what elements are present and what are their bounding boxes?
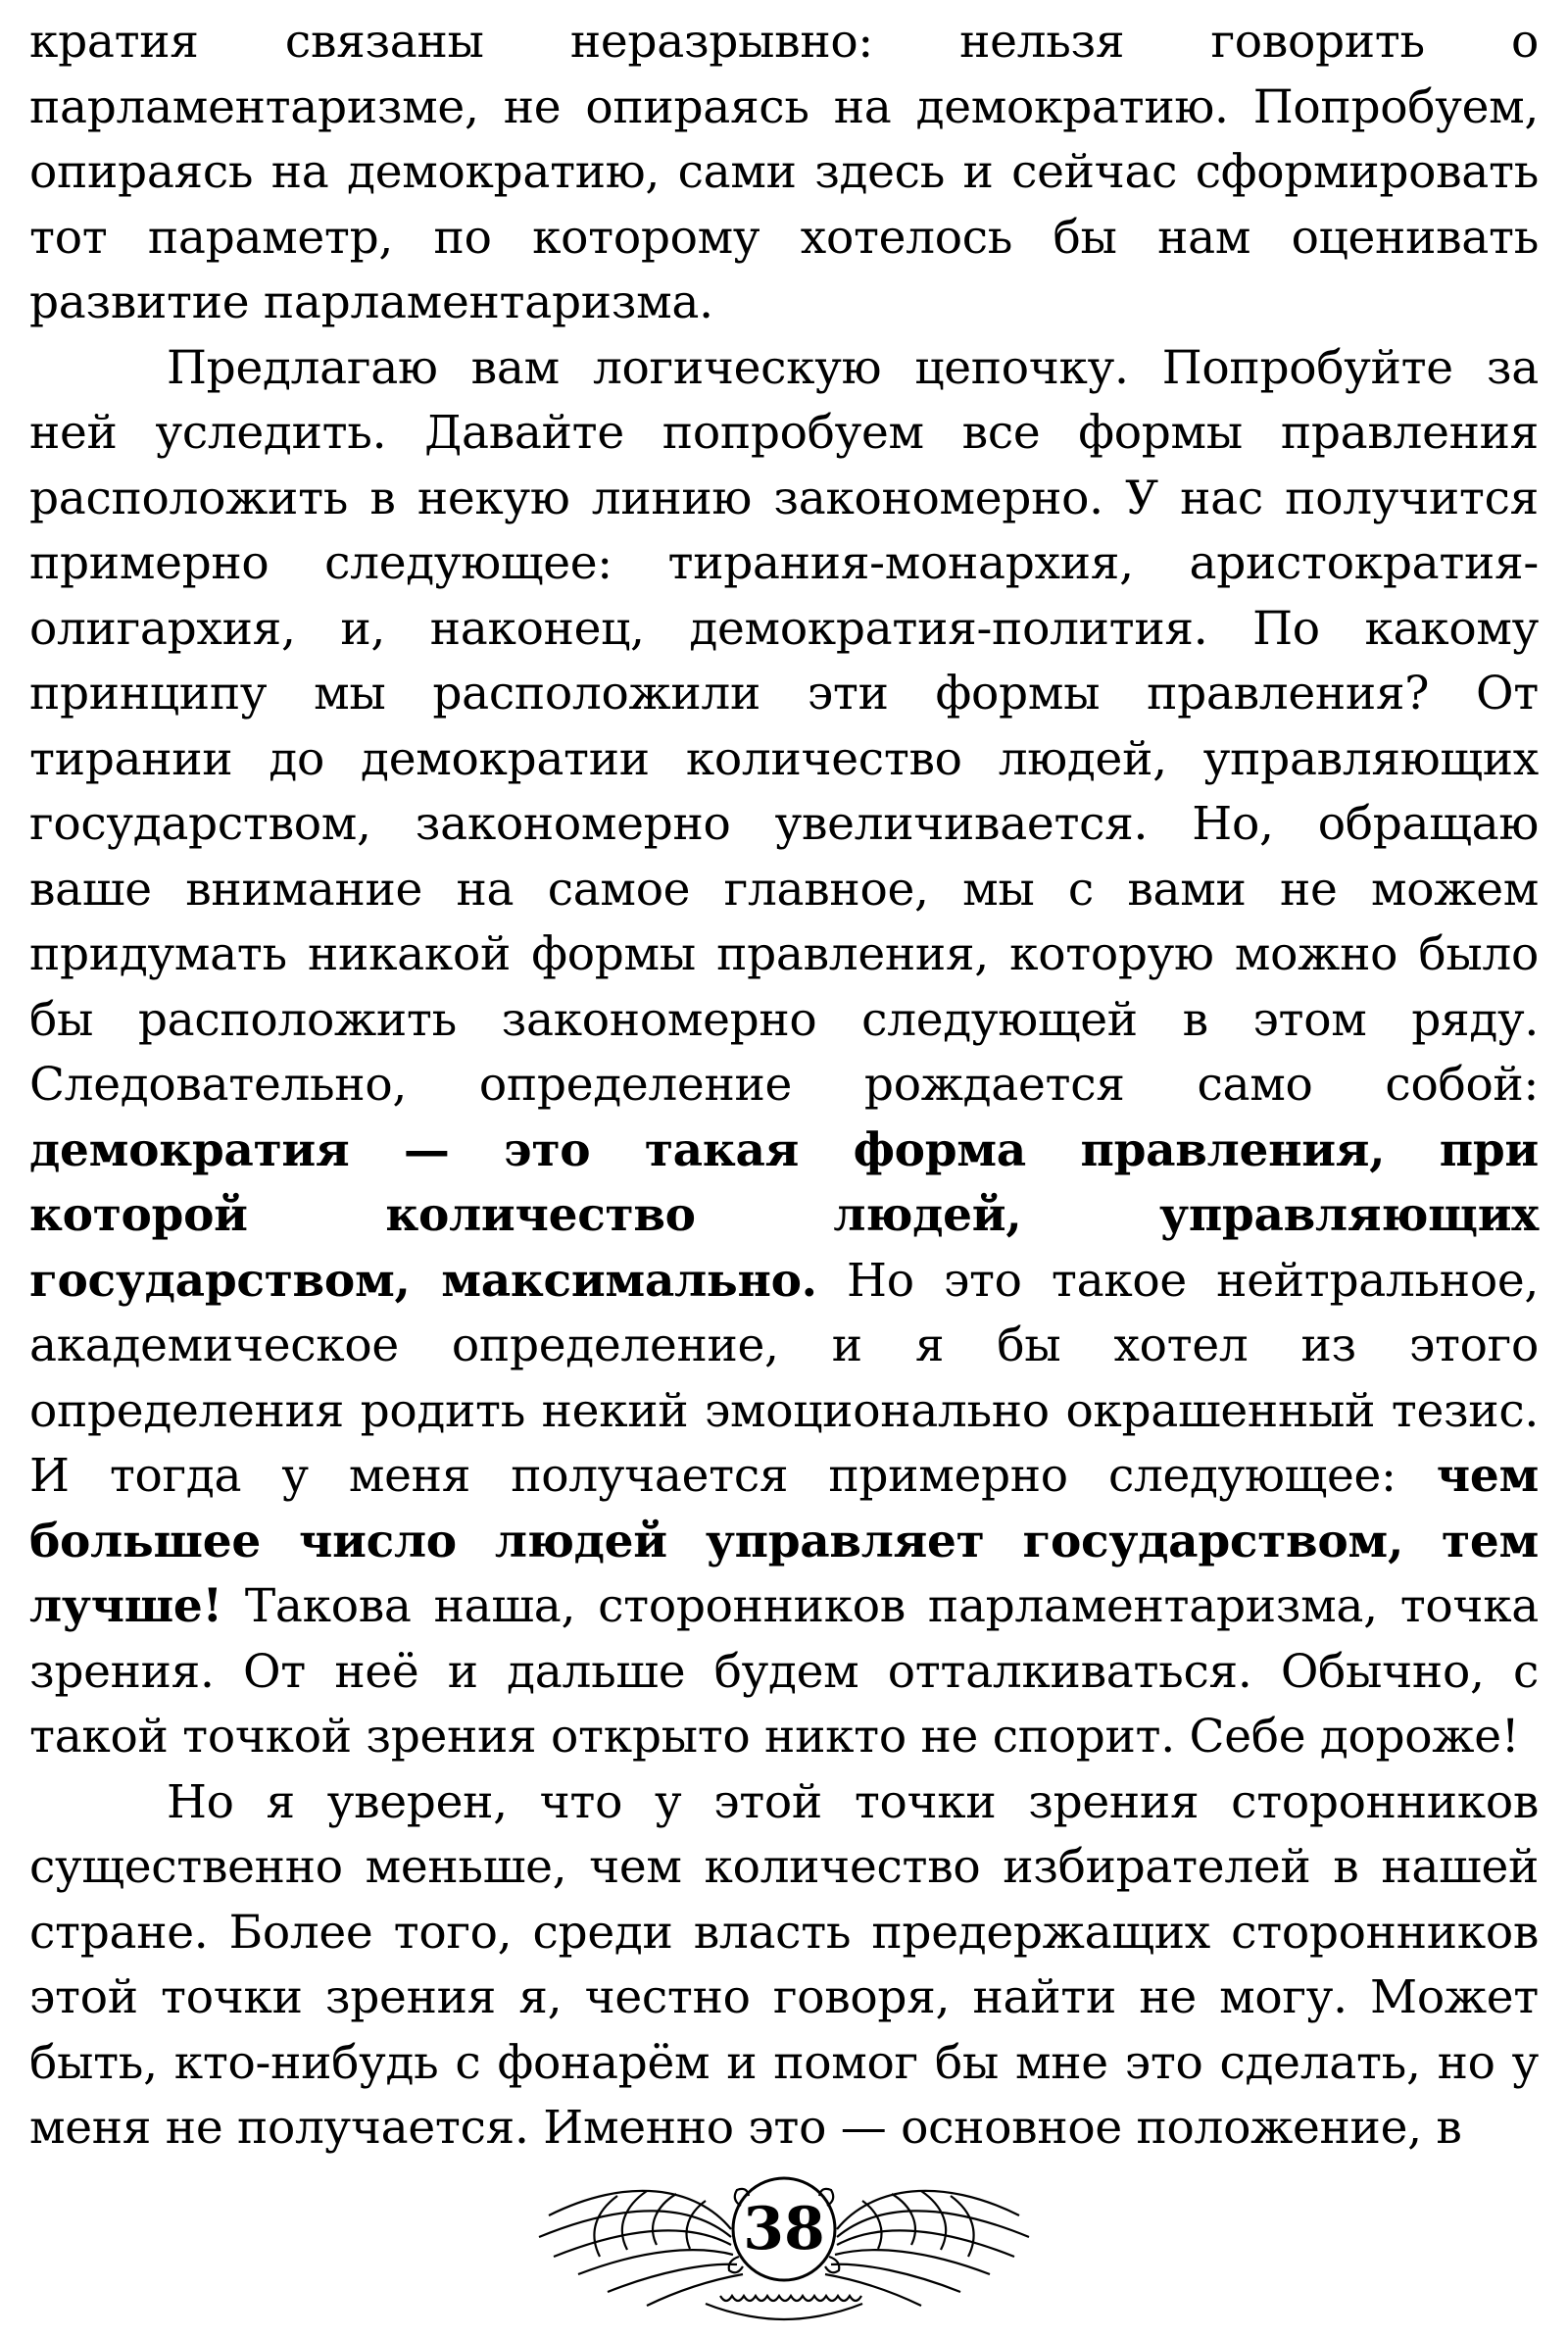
paragraph-3 bbox=[29, 1770, 1539, 2162]
paragraph-1 bbox=[29, 10, 1539, 336]
body-text bbox=[29, 10, 1539, 2162]
thesis-bold-text: чем большее число людей управляет государством, тем лучше! bbox=[29, 1449, 1539, 1633]
paragraph-2-run-5: Такова наша, сторонников парламентаризма, точка зрения. От неё и дальше будем отталкиваться. Обычно, с такой точкой зрения открыто никто не спорит. Себе дороже! bbox=[29, 1579, 1539, 1764]
paragraph-3-run-1: Но я уверен, что у этой точки зрения сторонников существенно меньше, чем количество избирателей в нашей стране. Более того, среди власть предержащих сторонников этой точки зрения я, честно говоря, найти не могу. Может быть, кто-нибудь с фонарём и помог бы мне это сделать, но у меня не получается. Именно это — основное положение, в bbox=[29, 1774, 1539, 2155]
paragraph-2 bbox=[29, 336, 1539, 1770]
paragraph-2-run-1: Предлагаю вам логическую цепочку. Попробуйте за ней уследить. Давайте попробуем все формы правления расположить в некую линию закономерно. У нас получится примерно следующее: тирания-монархия, аристократия-олигархия, и, наконец, демократия-полития. По какому принципу мы расположили эти формы правления? От тирании до демократии количество людей, управляющих государством, закономерно увеличивается. Но, обращаю ваше внимание на самое главное, мы с вами не можем придумать никакой формы правления, которую можно было бы расположить закономерно следующей в этом ряду. Следовательно, определение рождается само собой: bbox=[29, 340, 1539, 1112]
page-footer bbox=[510, 2147, 1058, 2323]
paragraph-2-run-3: Но это такое нейтральное, академическое определение, и я бы хотел из этого определения родить некий эмоционально окрашенный тезис. И тогда у меня получается примерно следующее: bbox=[29, 1253, 1539, 1503]
definition-bold-text: демократия — это такая форма правления, при которой количество людей, управляющих государством, максимально. bbox=[29, 1122, 1539, 1308]
page-number: 38 bbox=[743, 2195, 825, 2263]
paragraph-1-run-1: кратия связаны неразрывно: нельзя говорить о парламентаризме, не опираясь на демократию. Попробуем, опираясь на демократию, сами здесь и сейчас сформировать тот параметр, по которому хотелось бы нам оценивать развитие парламентаризма. bbox=[29, 15, 1539, 329]
